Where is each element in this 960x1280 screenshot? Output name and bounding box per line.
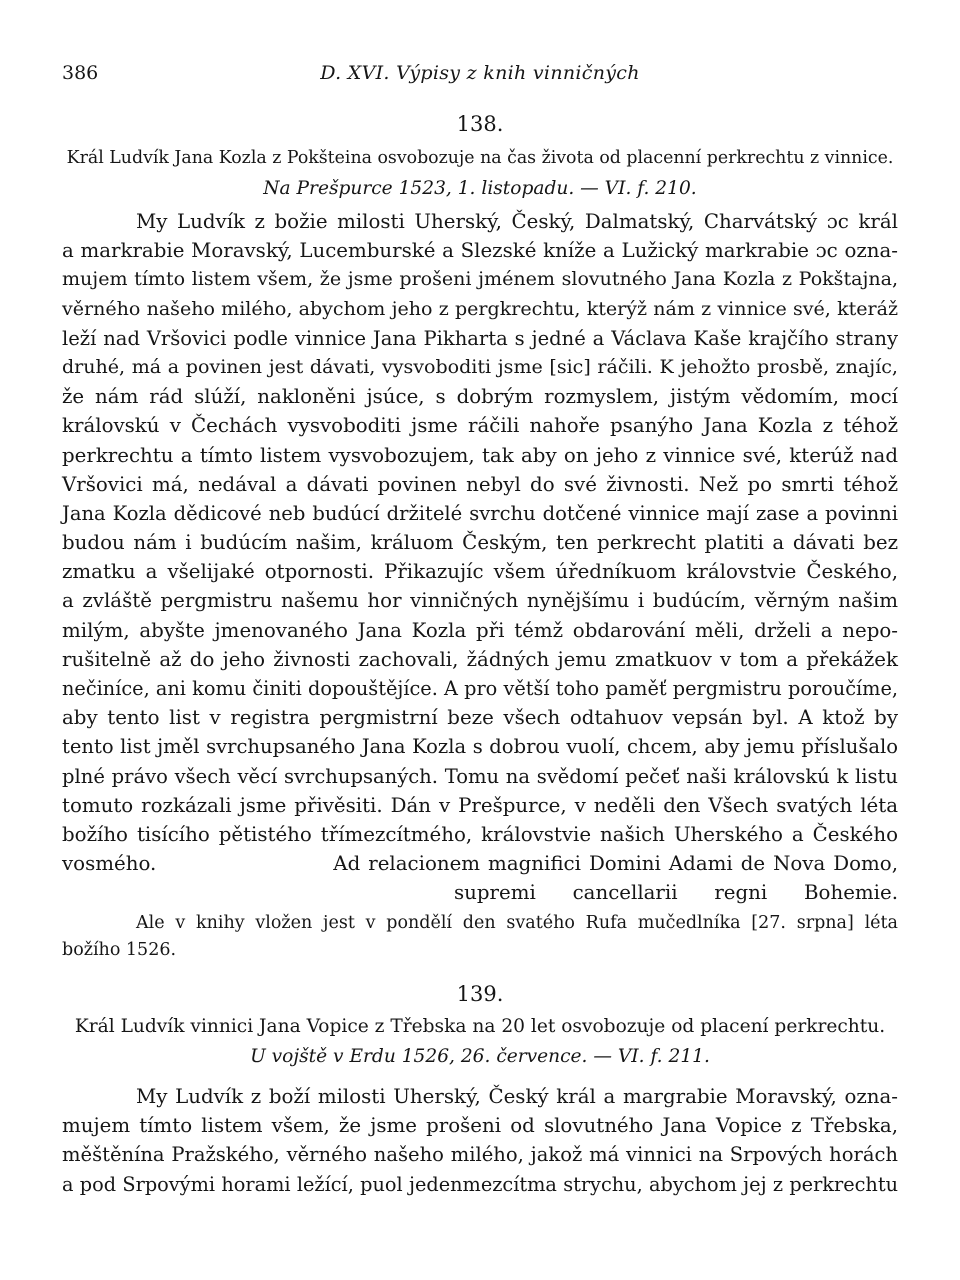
text-line: nečiníce, ani komu činiti dopouštějíce. A pro větší toho paměť pergmistru poroučíme, (62, 677, 898, 700)
text-line: My Ludvík z božie milosti Uherský, Český, Dalmatský, Charvátský ɔc král (136, 210, 898, 233)
text-line: My Ludvík z boží milosti Uherský, Český král a margrabie Moravský, ozna- (136, 1085, 898, 1108)
text-line: milým, abyšte jmenovaného Jana Kozla při témž obdarování měli, drželi a nepo- (62, 618, 898, 642)
page-number: 386 (62, 62, 99, 84)
text-line: budou nám i budúcím našim, králuom Českým, ten perkrecht platiti a dávati bez (62, 531, 898, 555)
text-line: druhé, má a povinen jest dávati, vysvoboditi jsme [sic] ráčili. K jehožto prosbě, znajíc, (62, 355, 898, 378)
text-line: perkrechtu a tímto listem vysvobozujem, tak aby on jeho z vinnice své, kterúž nad (62, 443, 898, 467)
note-line: božího 1526. (62, 939, 177, 960)
text-line: plné právo všech věcí svrchupsaných. Tomu na svědomí pečeť naši královskú k listu (62, 764, 898, 788)
text-line: měštěnína Pražského, věrného našeho milého, jakož má vinnici na Srpových horách (62, 1143, 898, 1167)
text-line: a markrabie Moravský, Lucemburské a Slezské kníže a Lužický markrabie ɔc ozna- (62, 239, 898, 263)
text-line: Jana Kozla dědicové neb budúcí držitelé svrchu dotčené vinnice mají zase a povinni (62, 501, 898, 525)
entry-title: Král Ludvík vinnici Jana Vopice z Třebska na 20 let osvobozuje od placení perkrechtu. (74, 1016, 886, 1037)
closing-right: Ad relacionem magnifici Domini Adami de Nova Domo, (333, 852, 898, 876)
text-line: rušitelně až do jeho živnosti zachovali, žádných jemu zmatkuov v tom a překážek (62, 647, 898, 671)
entry-dating: Na Prešpurce 1523, 1. listopadu. — VI. f. 210. (263, 178, 697, 199)
closing-line (62, 849, 898, 878)
entry-number: 139. (456, 982, 504, 1006)
text-line: a pod Srpovými horami ležící, puol jedenmezcítma strychu, abychom jej z perkrechtu (62, 1172, 898, 1196)
text-line: mujem tímto listem všem, že jsme prošeni od slovutného Jana Vopice z Třebska, (62, 1114, 898, 1138)
text-line: tento list jměl svrchupsaného Jana Kozla s dobrou vuolí, chcem, aby jemu příslušalo (62, 735, 898, 759)
closing-second-line: supremi cancellarii regni Bohemie. (454, 881, 898, 905)
text-line: Vršovici má, nedával a dávati povinen nebyl do své živnosti. Než po smrti téhož (62, 472, 898, 496)
note-line: Ale v knihy vložen jest v pondělí den svatého Rufa mučedlníka [27. srpna] léta (136, 912, 898, 933)
entry-body (62, 1082, 898, 1199)
text-line: mujem tímto listem všem, že jsme prošeni jménem slovutného Jana Kozla z Pokštajna, (62, 268, 898, 291)
text-line: a zvláště pergmistru našemu hor vinničných nynějšímu i budúcím, věrným našim (62, 589, 898, 613)
closing-left: vosmého. (62, 852, 157, 876)
text-line: tomuto rozkázali jsme přivěsiti. Dán v Prešpurce, v neděli den Všech svatých léta (62, 793, 898, 817)
text-line: věrného našeho milého, abychom jeho z pergkrechtu, kterýž nám z vinnice své, kteráž (62, 297, 898, 320)
entry-title: Král Ludvík Jana Kozla z Pokšteina osvobozuje na čas života od placenní perkrechtu z vinnice. (66, 148, 894, 168)
text-line: zmatku a všelijaké otpornosti. Přikazujíc všem úředníkuom královstvie Českého, (62, 560, 898, 584)
text-line: leží nad Vršovici podle vinnice Jana Pikharta s jedné a Václava Kaše krajčího strany (62, 326, 898, 350)
entry-body (62, 207, 898, 908)
entry-138 (62, 112, 898, 964)
entry-note (62, 910, 898, 964)
entry-number: 138. (456, 112, 504, 136)
page-header (62, 62, 898, 88)
text-line: že nám rád slúží, nakloněni jsúce, s dobrým rozmyslem, jistým vědomím, mocí (62, 385, 898, 409)
text-line: aby tento list v registra pergmistrní beze všech odtahuov vepsán byl. A ktož by (62, 706, 898, 730)
text-line: královskú v Čechách vysvoboditi jsme ráčili nahoře psanýho Jana Kozla z téhož (62, 414, 898, 438)
running-head: D. XVI. Výpisy z knih vinničných (320, 62, 640, 84)
entry-139 (62, 982, 898, 1199)
entry-dating: U vojště v Erdu 1526, 26. července. — VI. f. 211. (250, 1046, 710, 1067)
text-line: božího tisícího pětistého třímezcítmého, královstvie našich Uherského a Českého (62, 822, 898, 846)
